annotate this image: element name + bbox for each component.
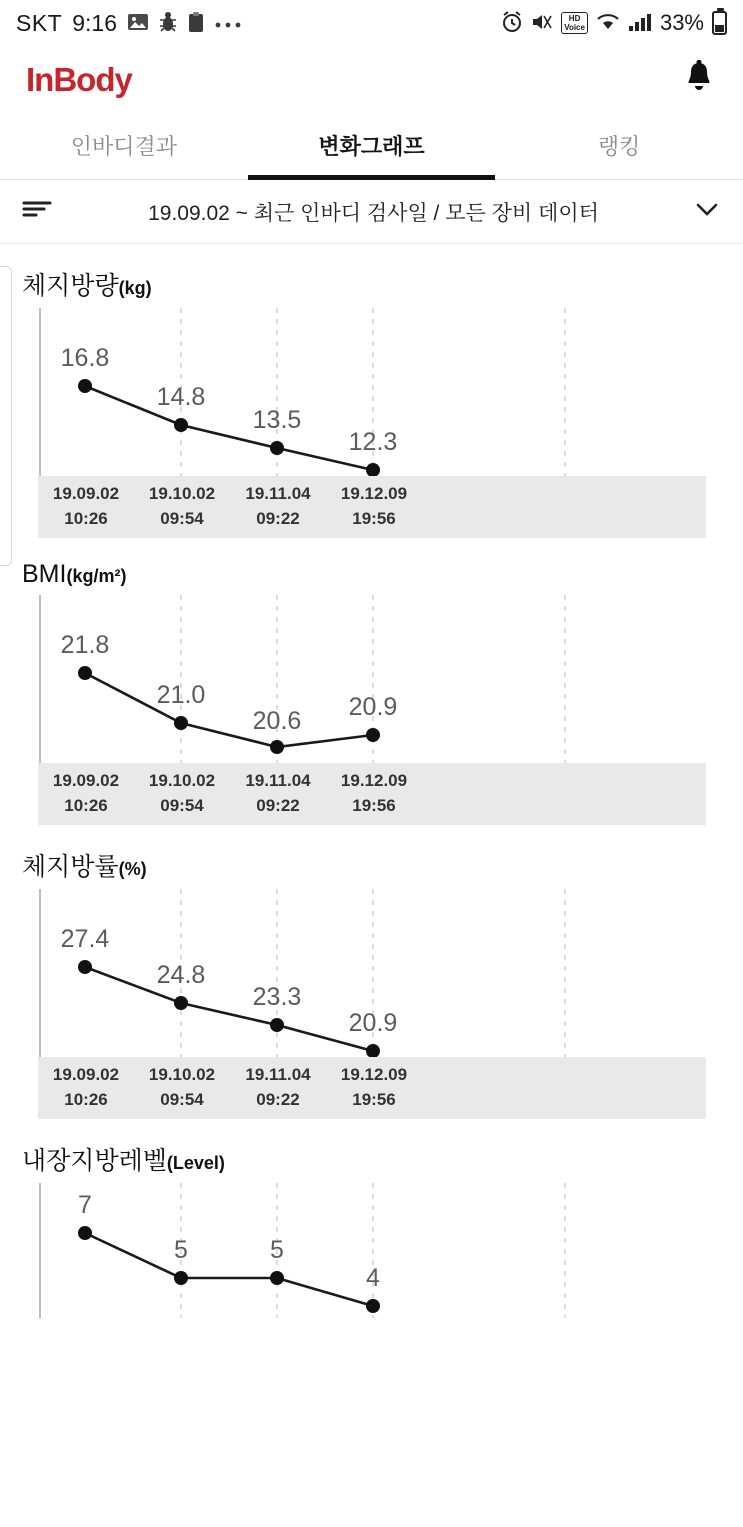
chart-title-text: 체지방량 [22,272,119,300]
axis-tick: 19.09.02 10:26 [52,1065,120,1109]
axis-tick: 19.12.09 19:56 [340,771,408,815]
bell-icon[interactable] [681,59,717,102]
chart-plot [38,308,706,476]
point-label: 5 [270,1236,284,1264]
status-bar [0,0,743,46]
point-label: 21.8 [60,631,110,659]
chart-plot [38,889,706,1057]
chart-unit-text: (%) [118,859,147,879]
axis-tick: 19.10.02 09:54 [148,1065,216,1109]
bug-icon [159,11,177,36]
chart-x-axis [38,1057,706,1119]
more-icon [215,14,241,32]
battery-icon [712,11,727,35]
carrier-label: SKT [16,9,63,36]
chart-title [0,266,743,302]
point-label: 16.8 [60,344,110,372]
tab-bar [0,114,743,180]
wifi-icon [596,12,620,35]
date-range-label[interactable]: 19.09.02 ~ 최근 인바디 검사일 / 모든 장비 데이터 [148,201,599,225]
chart-unit-text: (kg/m²) [66,566,127,586]
mute-icon [531,12,553,35]
chart-plot [38,595,706,763]
chart-title [0,560,743,589]
chevron-down-icon[interactable] [693,199,721,224]
axis-tick: 19.11.04 09:22 [245,771,311,815]
point-label: 23.3 [252,983,302,1011]
chart-body-fat-mass [0,266,743,538]
point-label: 5 [174,1236,188,1264]
point-label: 24.8 [156,961,206,989]
app-bar [0,46,743,114]
chart-unit-text: (Level) [166,1153,225,1173]
clipboard-icon [187,11,205,36]
chart-body-fat-percent [0,847,743,1119]
axis-tick: 19.09.02 10:26 [52,484,120,528]
chart-visceral-fat-level [0,1141,743,1351]
chart-title [0,847,743,883]
point-label: 21.0 [156,681,206,709]
filter-bar[interactable] [0,180,743,244]
side-card-peek [0,266,12,566]
image-icon [127,12,149,35]
axis-tick: 19.10.02 09:54 [148,771,216,815]
alarm-icon [501,11,523,36]
axis-tick: 19.09.02 10:26 [52,771,120,815]
hd-voice-icon: HD Voice [561,12,588,34]
graph-scroll-area[interactable] [0,266,743,1527]
chart-title [0,1141,743,1177]
point-label: 7 [78,1191,92,1219]
point-label: 4 [366,1264,380,1292]
signal-icon [628,12,652,35]
chart-title-text: 내장지방레벨 [22,1147,167,1175]
chart-bmi [0,560,743,825]
point-label: 20.6 [252,707,302,735]
axis-tick: 19.10.02 09:54 [148,484,216,528]
point-label: 12.3 [348,428,398,456]
chart-title-text: 체지방률 [22,853,119,881]
tab-inbody-result[interactable]: 인바디결과 [70,134,177,159]
battery-percent-label: 33% [659,10,704,35]
point-label: 14.8 [156,383,206,411]
point-label: 20.9 [348,1009,398,1037]
axis-tick: 19.12.09 19:56 [340,484,408,528]
point-label: 27.4 [60,925,110,953]
tab-change-graph[interactable]: 변화그래프 [248,114,496,179]
point-label: 20.9 [348,693,398,721]
app-logo: InBody [26,61,132,98]
axis-tick: 19.11.04 09:22 [245,1065,311,1109]
chart-unit-text: (kg) [118,278,152,298]
point-label: 13.5 [252,406,302,434]
tab-ranking[interactable]: 랭킹 [597,134,641,159]
chart-x-axis [38,763,706,825]
axis-tick: 19.11.04 09:22 [245,484,311,528]
axis-tick: 19.12.09 19:56 [340,1065,408,1109]
chart-x-axis [38,476,706,538]
chart-plot [38,1183,706,1351]
chart-title-text: BMI [22,560,67,588]
filter-icon[interactable] [22,198,52,225]
clock-label: 9:16 [72,9,117,36]
